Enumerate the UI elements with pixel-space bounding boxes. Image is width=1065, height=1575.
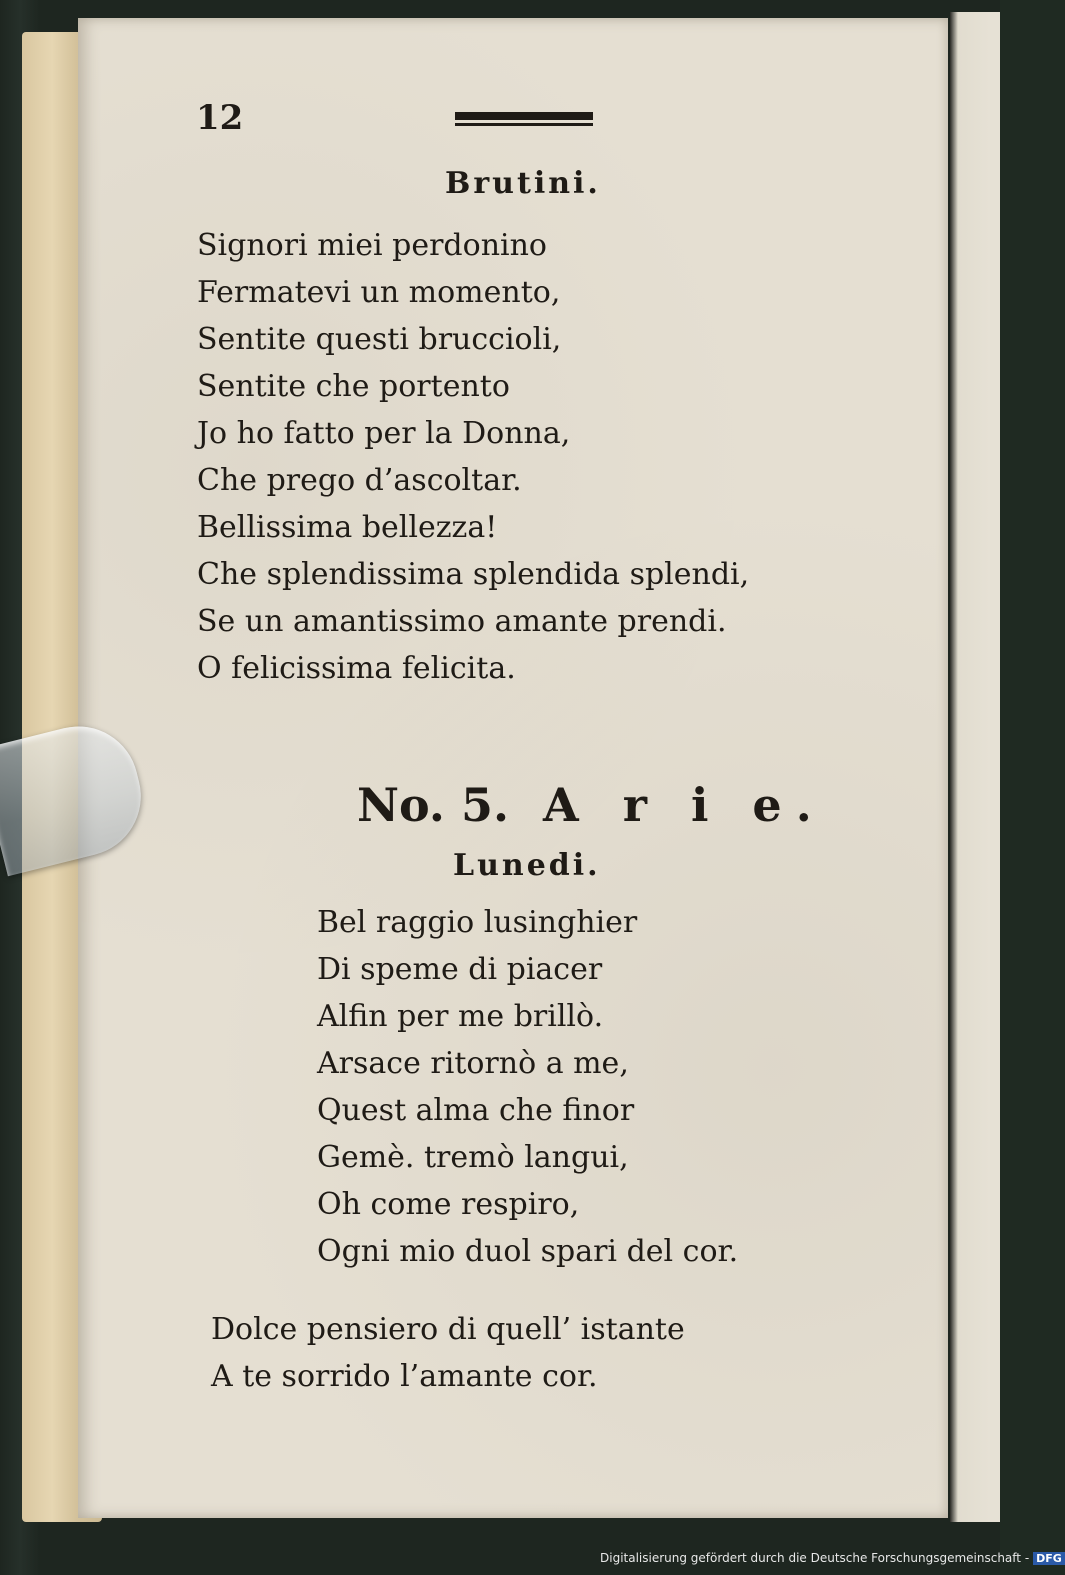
verse-line: Quest alma che finor — [317, 1093, 635, 1128]
verse-line: Signori miei perdonino — [197, 228, 547, 263]
dfg-logo: DFG — [1033, 1552, 1065, 1565]
verse-line: Che splendissima splendida splendi, — [197, 557, 750, 592]
aria-title: A r i e. — [542, 778, 826, 832]
verse-block — [317, 899, 738, 1275]
verse-line: Dolce pensiero di quell’ istante — [211, 1312, 685, 1347]
verse-line: Bellissima bellezza! — [197, 510, 498, 545]
header-rule-thin — [455, 123, 593, 126]
verse-line: Gemè. tremò langui, — [317, 1140, 629, 1175]
verse-line: A te sorrido l’amante cor. — [211, 1359, 598, 1394]
credit-text: Digitalisierung gefördert durch die Deutsche Forschungsgemeinschaft - — [600, 1551, 1030, 1565]
digitization-credit — [600, 1551, 1065, 1565]
verse-line: Ogni mio duol spari del cor. — [317, 1234, 739, 1269]
header-rule-thick — [455, 112, 593, 120]
verse-line: Che prego d’ascoltar. — [197, 463, 522, 498]
header-rule — [455, 112, 593, 126]
verse-line: Alfin per me brillò. — [317, 999, 604, 1034]
facing-page-edge — [950, 12, 1000, 1522]
aria-heading — [357, 778, 826, 832]
verse-line: Sentite questi bruccioli, — [197, 322, 562, 357]
aria-number: No. 5. — [357, 778, 509, 832]
verse-line: Jo ho fatto per la Donna, — [197, 416, 571, 451]
speaker-name: Lunedi. — [453, 848, 601, 883]
verse-line: Oh come respiro, — [317, 1187, 580, 1222]
verse-line: Se un amantissimo amante prendi. — [197, 604, 727, 639]
speaker-name: Brutini. — [445, 166, 601, 201]
verse-line: Di speme di piacer — [317, 952, 603, 987]
verse-line: Fermatevi un momento, — [197, 275, 561, 310]
verse-line: Arsace ritornò a me, — [317, 1046, 629, 1081]
verse-block — [211, 1306, 685, 1400]
verse-line: Sentite che portento — [197, 369, 510, 404]
verse-line: O felicissima felicita. — [197, 651, 516, 686]
verse-line: Bel raggio lusinghier — [317, 905, 638, 940]
page-number: 12 — [196, 98, 244, 138]
verse-block — [197, 222, 749, 692]
